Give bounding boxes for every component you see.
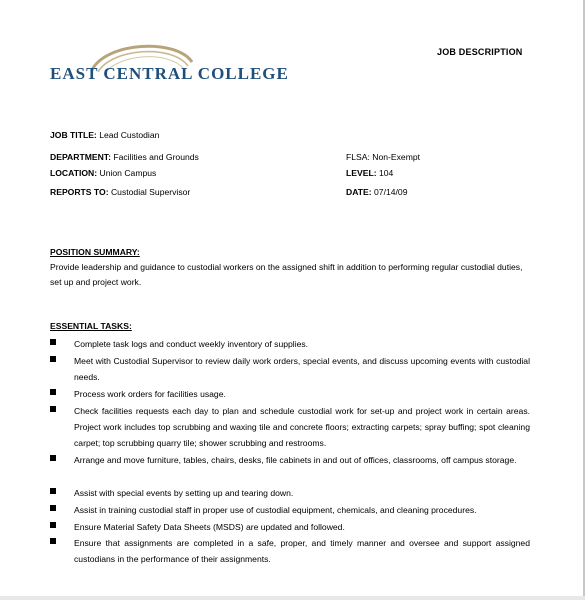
- essential-tasks-heading: ESSENTIAL TASKS:: [50, 321, 132, 331]
- bullet-icon: [50, 455, 56, 461]
- task-text: Assist in training custodial staff in proper use of custodial equipment, chemicals, and cleaning procedures.: [74, 505, 477, 515]
- task-text: Process work orders for facilities usage.: [74, 389, 226, 399]
- bullet-icon: [50, 389, 56, 395]
- task-text: Meet with Custodial Supervisor to review daily work orders, special events, and discuss upcoming events with custodial needs.: [74, 356, 530, 382]
- task-text: Ensure Material Safety Data Sheets (MSDS) are updated and followed.: [74, 522, 345, 532]
- reports-to-field: [50, 187, 190, 197]
- department-label: DEPARTMENT:: [50, 152, 111, 162]
- logo-text: EAST CENTRAL COLLEGE: [50, 64, 289, 83]
- level-field: [346, 168, 393, 178]
- task-text: Complete task logs and conduct weekly inventory of supplies.: [74, 339, 309, 349]
- location-label: LOCATION:: [50, 168, 98, 178]
- college-logo: [46, 40, 289, 84]
- flsa-value: Non-Exempt: [372, 152, 421, 162]
- level-label: LEVEL:: [346, 168, 377, 178]
- task-text: Arrange and move furniture, tables, chairs, desks, file cabinets in and out of offices, classrooms, off campus storage.: [74, 455, 517, 465]
- bullet-icon: [50, 356, 56, 362]
- bullet-icon: [50, 339, 56, 345]
- flsa-label: FLSA:: [346, 152, 370, 162]
- task-text: Assist with special events by setting up and tearing down.: [74, 488, 294, 498]
- job-title-value: Lead Custodian: [99, 130, 160, 140]
- date-label: DATE:: [346, 187, 372, 197]
- job-title-field: [50, 130, 159, 140]
- bullet-icon: [50, 406, 56, 412]
- date-value: 07/14/09: [374, 187, 408, 197]
- date-field: [346, 187, 407, 197]
- document-title: JOB DESCRIPTION: [437, 47, 523, 57]
- task-text: Ensure that assignments are completed in a safe, proper, and timely manner and oversee and support assigned custodians in the performance of their assignments.: [74, 538, 530, 564]
- position-summary-heading: POSITION SUMMARY:: [50, 247, 140, 257]
- bullet-icon: [50, 522, 56, 528]
- page-bottom-edge: [0, 596, 585, 600]
- position-summary-text: Provide leadership and guidance to custodial workers on the assigned shift in addition to performing regular custodial duties, set up and project work.: [50, 262, 523, 287]
- location-field: [50, 168, 156, 178]
- reports-to-value: Custodial Supervisor: [110, 187, 191, 197]
- level-value: 104: [378, 168, 394, 178]
- bullet-icon: [50, 538, 56, 544]
- task-text: Check facilities requests each day to plan and schedule custodial work for set-up and project work in certain areas. Project work includes top scrubbing and waxing tile and concrete floors; extracting carpets; spray buffing; spot cleaning carpet; top scrubbing quarry tile; shower scrubbing and restrooms.: [74, 406, 530, 448]
- bullet-icon: [50, 505, 56, 511]
- department-field: [50, 152, 199, 162]
- job-title-label: JOB TITLE:: [50, 130, 97, 140]
- flsa-field: [346, 152, 420, 162]
- bullet-icon: [50, 488, 56, 494]
- reports-to-label: REPORTS TO:: [50, 187, 109, 197]
- location-value: Union Campus: [99, 168, 157, 178]
- department-value: Facilities and Grounds: [113, 152, 199, 162]
